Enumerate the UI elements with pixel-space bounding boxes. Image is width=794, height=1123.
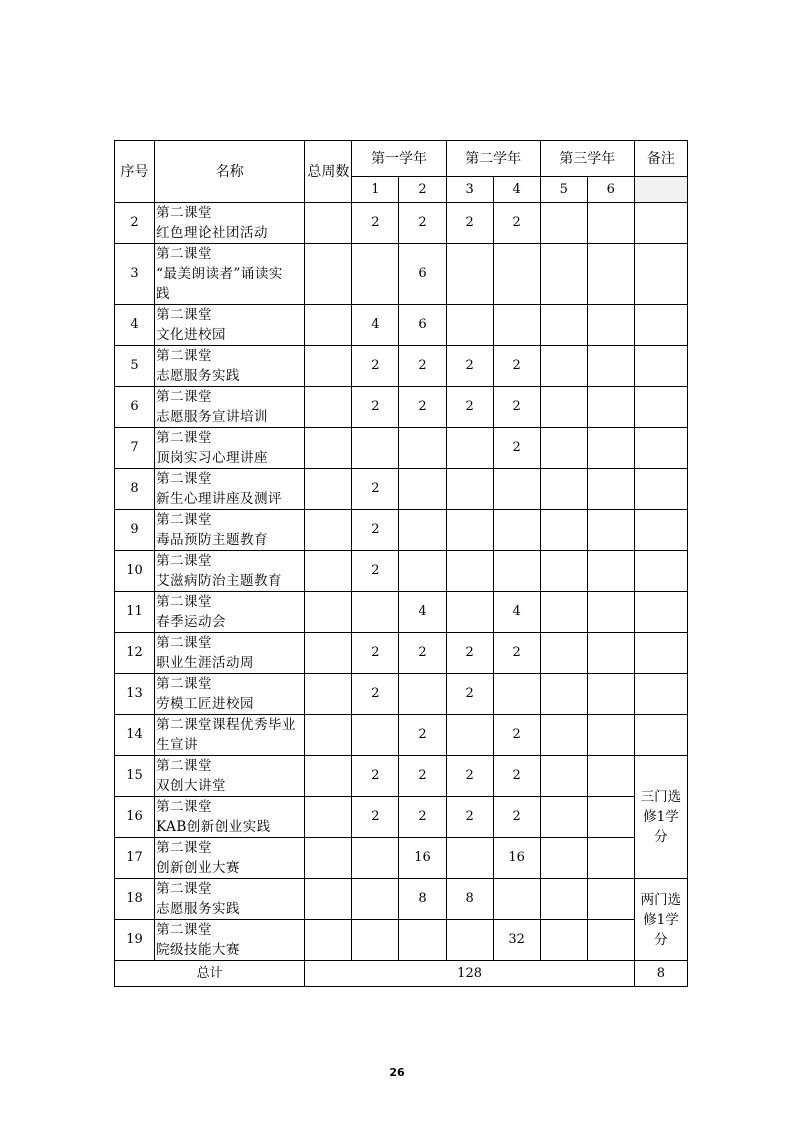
row-total-weeks [305, 510, 352, 551]
semester-cell [399, 428, 446, 469]
semester-cell [399, 920, 446, 961]
semester-cell [540, 838, 587, 879]
total-remark-value: 8 [634, 961, 687, 987]
semester-cell [587, 244, 634, 305]
semester-cell [587, 203, 634, 244]
semester-header: 1 [352, 177, 399, 203]
semester-cell [352, 592, 399, 633]
table-row [115, 469, 688, 510]
semester-cell [540, 305, 587, 346]
row-name: 第二课堂 志愿服务实践 [155, 879, 305, 920]
semester-cell [446, 510, 493, 551]
row-remark [634, 469, 687, 510]
semester-cell: 4 [493, 592, 540, 633]
semester-cell: 2 [493, 428, 540, 469]
row-total-weeks [305, 346, 352, 387]
remarks-subheader [634, 177, 687, 203]
semester-cell [587, 920, 634, 961]
semester-cell [540, 715, 587, 756]
semester-cell: 6 [399, 305, 446, 346]
semester-cell [493, 469, 540, 510]
row-remark [634, 510, 687, 551]
semester-cell: 2 [446, 674, 493, 715]
semester-cell: 2 [493, 797, 540, 838]
semester-cell: 6 [399, 244, 446, 305]
semester-cell: 2 [493, 756, 540, 797]
semester-cell [352, 428, 399, 469]
semester-cell [540, 203, 587, 244]
semester-cell [446, 838, 493, 879]
row-remark [634, 592, 687, 633]
semester-cell [446, 428, 493, 469]
row-remark [634, 387, 687, 428]
table-row [115, 756, 688, 797]
semester-cell [540, 797, 587, 838]
course-table-container [114, 140, 688, 987]
semester-cell [399, 674, 446, 715]
semester-cell [540, 756, 587, 797]
semester-cell [399, 469, 446, 510]
semester-cell [587, 674, 634, 715]
row-seq: 15 [115, 756, 155, 797]
semester-cell [446, 715, 493, 756]
semester-cell [540, 510, 587, 551]
row-total-weeks [305, 203, 352, 244]
row-seq: 6 [115, 387, 155, 428]
semester-cell [540, 387, 587, 428]
row-name: 第二课堂 新生心理讲座及测评 [155, 469, 305, 510]
col-header-remarks: 备注 [634, 141, 687, 177]
semester-cell: 2 [399, 797, 446, 838]
semester-cell [446, 551, 493, 592]
row-remark [634, 244, 687, 305]
semester-cell [540, 674, 587, 715]
semester-cell [540, 920, 587, 961]
semester-cell [493, 879, 540, 920]
row-total-weeks [305, 756, 352, 797]
row-total-weeks [305, 305, 352, 346]
table-row [115, 510, 688, 551]
row-seq: 8 [115, 469, 155, 510]
row-total-weeks [305, 838, 352, 879]
semester-cell [446, 592, 493, 633]
col-header-year1: 第一学年 [352, 141, 446, 177]
semester-cell [493, 674, 540, 715]
semester-cell [446, 244, 493, 305]
semester-cell [587, 838, 634, 879]
semester-cell [540, 633, 587, 674]
semester-cell: 16 [493, 838, 540, 879]
row-total-weeks [305, 551, 352, 592]
semester-cell: 2 [352, 510, 399, 551]
row-name: 第二课堂 志愿服务宣讲培训 [155, 387, 305, 428]
semester-header: 5 [540, 177, 587, 203]
row-total-weeks [305, 797, 352, 838]
table-row [115, 715, 688, 756]
semester-cell [446, 305, 493, 346]
semester-header: 6 [587, 177, 634, 203]
semester-cell [352, 920, 399, 961]
row-name: 第二课堂 劳模工匠进校园 [155, 674, 305, 715]
semester-cell [540, 428, 587, 469]
row-remark [634, 346, 687, 387]
table-row [115, 633, 688, 674]
table-row [115, 551, 688, 592]
row-seq: 17 [115, 838, 155, 879]
remark-elective-group-b: 两门选 修1学 分 [634, 879, 687, 961]
col-header-seq: 序号 [115, 141, 155, 203]
col-header-year2: 第二学年 [446, 141, 540, 177]
semester-cell: 2 [352, 551, 399, 592]
col-header-year3: 第三学年 [540, 141, 634, 177]
semester-cell: 2 [352, 203, 399, 244]
row-remark [634, 674, 687, 715]
semester-cell: 8 [399, 879, 446, 920]
semester-cell [587, 551, 634, 592]
row-seq: 4 [115, 305, 155, 346]
table-row [115, 920, 688, 961]
col-header-total-weeks: 总周数 [305, 141, 352, 203]
row-seq: 5 [115, 346, 155, 387]
semester-cell [446, 920, 493, 961]
semester-cell: 2 [352, 797, 399, 838]
semester-cell: 2 [399, 633, 446, 674]
row-remark [634, 551, 687, 592]
total-label: 总计 [115, 961, 305, 987]
semester-cell [446, 469, 493, 510]
table-row [115, 674, 688, 715]
semester-cell: 4 [352, 305, 399, 346]
col-header-name: 名称 [155, 141, 305, 203]
row-seq: 11 [115, 592, 155, 633]
semester-cell [399, 551, 446, 592]
semester-cell [587, 346, 634, 387]
row-seq: 19 [115, 920, 155, 961]
semester-cell: 2 [399, 346, 446, 387]
row-name: 第二课堂 职业生涯活动周 [155, 633, 305, 674]
semester-cell [587, 387, 634, 428]
semester-cell [587, 428, 634, 469]
table-row [115, 879, 688, 920]
row-total-weeks [305, 387, 352, 428]
row-total-weeks [305, 592, 352, 633]
semester-cell: 2 [399, 715, 446, 756]
semester-cell [493, 510, 540, 551]
table-row [115, 244, 688, 305]
row-name: 第二课堂 艾滋病防治主题教育 [155, 551, 305, 592]
semester-cell [587, 797, 634, 838]
semester-cell [540, 244, 587, 305]
row-seq: 12 [115, 633, 155, 674]
table-row [115, 346, 688, 387]
semester-cell: 2 [446, 203, 493, 244]
row-name: 第二课堂 红色理论社团活动 [155, 203, 305, 244]
semester-cell [587, 510, 634, 551]
semester-cell: 2 [493, 387, 540, 428]
table-row [115, 203, 688, 244]
semester-cell: 2 [352, 633, 399, 674]
semester-cell [587, 469, 634, 510]
table-row [115, 592, 688, 633]
table-row [115, 428, 688, 469]
table-row [115, 305, 688, 346]
semester-cell [587, 305, 634, 346]
semester-cell: 2 [352, 387, 399, 428]
table-row [115, 838, 688, 879]
semester-cell [399, 510, 446, 551]
row-seq: 7 [115, 428, 155, 469]
semester-cell: 2 [493, 633, 540, 674]
semester-cell [587, 592, 634, 633]
row-name: 第二课堂 创新创业大赛 [155, 838, 305, 879]
row-remark [634, 633, 687, 674]
table-row [115, 387, 688, 428]
row-total-weeks [305, 428, 352, 469]
semester-cell [493, 305, 540, 346]
semester-header: 4 [493, 177, 540, 203]
total-row [115, 961, 688, 987]
semester-cell [540, 592, 587, 633]
course-schedule-table [114, 140, 688, 987]
semester-cell [587, 633, 634, 674]
semester-cell: 2 [446, 756, 493, 797]
total-weeks-value: 128 [305, 961, 635, 987]
semester-cell: 8 [446, 879, 493, 920]
semester-cell: 2 [446, 346, 493, 387]
semester-cell: 2 [446, 387, 493, 428]
row-name: 第二课堂 “最美朗读者”诵读实 践 [155, 244, 305, 305]
row-seq: 3 [115, 244, 155, 305]
semester-cell: 32 [493, 920, 540, 961]
semester-header: 2 [399, 177, 446, 203]
semester-cell [352, 715, 399, 756]
row-name: 第二课堂 志愿服务实践 [155, 346, 305, 387]
row-remark [634, 428, 687, 469]
row-name: 第二课堂 毒品预防主题教育 [155, 510, 305, 551]
semester-cell [587, 715, 634, 756]
row-total-weeks [305, 633, 352, 674]
semester-cell [352, 838, 399, 879]
semester-cell [352, 244, 399, 305]
remark-elective-group-a: 三门选 修1学 分 [634, 756, 687, 879]
semester-cell: 2 [399, 756, 446, 797]
semester-cell: 2 [446, 633, 493, 674]
row-total-weeks [305, 244, 352, 305]
semester-cell: 2 [352, 469, 399, 510]
row-name: 第二课堂课程优秀毕业 生宣讲 [155, 715, 305, 756]
semester-cell [587, 879, 634, 920]
row-name: 第二课堂 院级技能大赛 [155, 920, 305, 961]
row-seq: 10 [115, 551, 155, 592]
row-name: 第二课堂 双创大讲堂 [155, 756, 305, 797]
row-remark [634, 305, 687, 346]
semester-cell: 2 [493, 346, 540, 387]
row-name: 第二课堂 顶岗实习心理讲座 [155, 428, 305, 469]
semester-cell: 2 [352, 346, 399, 387]
semester-cell: 16 [399, 838, 446, 879]
semester-cell [587, 756, 634, 797]
semester-cell: 2 [446, 797, 493, 838]
semester-cell: 2 [399, 203, 446, 244]
row-name: 第二课堂 春季运动会 [155, 592, 305, 633]
semester-cell: 4 [399, 592, 446, 633]
semester-cell: 2 [493, 715, 540, 756]
semester-cell [540, 346, 587, 387]
row-seq: 18 [115, 879, 155, 920]
semester-cell [493, 244, 540, 305]
semester-cell [540, 551, 587, 592]
row-total-weeks [305, 674, 352, 715]
row-seq: 13 [115, 674, 155, 715]
table-row [115, 797, 688, 838]
row-remark [634, 715, 687, 756]
header-row-1 [115, 141, 688, 177]
row-seq: 14 [115, 715, 155, 756]
semester-cell [493, 551, 540, 592]
row-name: 第二课堂 KAB创新创业实践 [155, 797, 305, 838]
semester-cell: 2 [399, 387, 446, 428]
semester-cell: 2 [352, 674, 399, 715]
semester-cell [540, 879, 587, 920]
semester-header: 3 [446, 177, 493, 203]
row-total-weeks [305, 920, 352, 961]
row-seq: 16 [115, 797, 155, 838]
semester-cell: 2 [352, 756, 399, 797]
row-total-weeks [305, 879, 352, 920]
row-name: 第二课堂 文化进校园 [155, 305, 305, 346]
row-seq: 2 [115, 203, 155, 244]
row-remark [634, 203, 687, 244]
row-total-weeks [305, 715, 352, 756]
page-number: 26 [389, 1066, 405, 1079]
semester-cell [352, 879, 399, 920]
semester-cell: 2 [493, 203, 540, 244]
semester-cell [540, 469, 587, 510]
row-seq: 9 [115, 510, 155, 551]
row-total-weeks [305, 469, 352, 510]
